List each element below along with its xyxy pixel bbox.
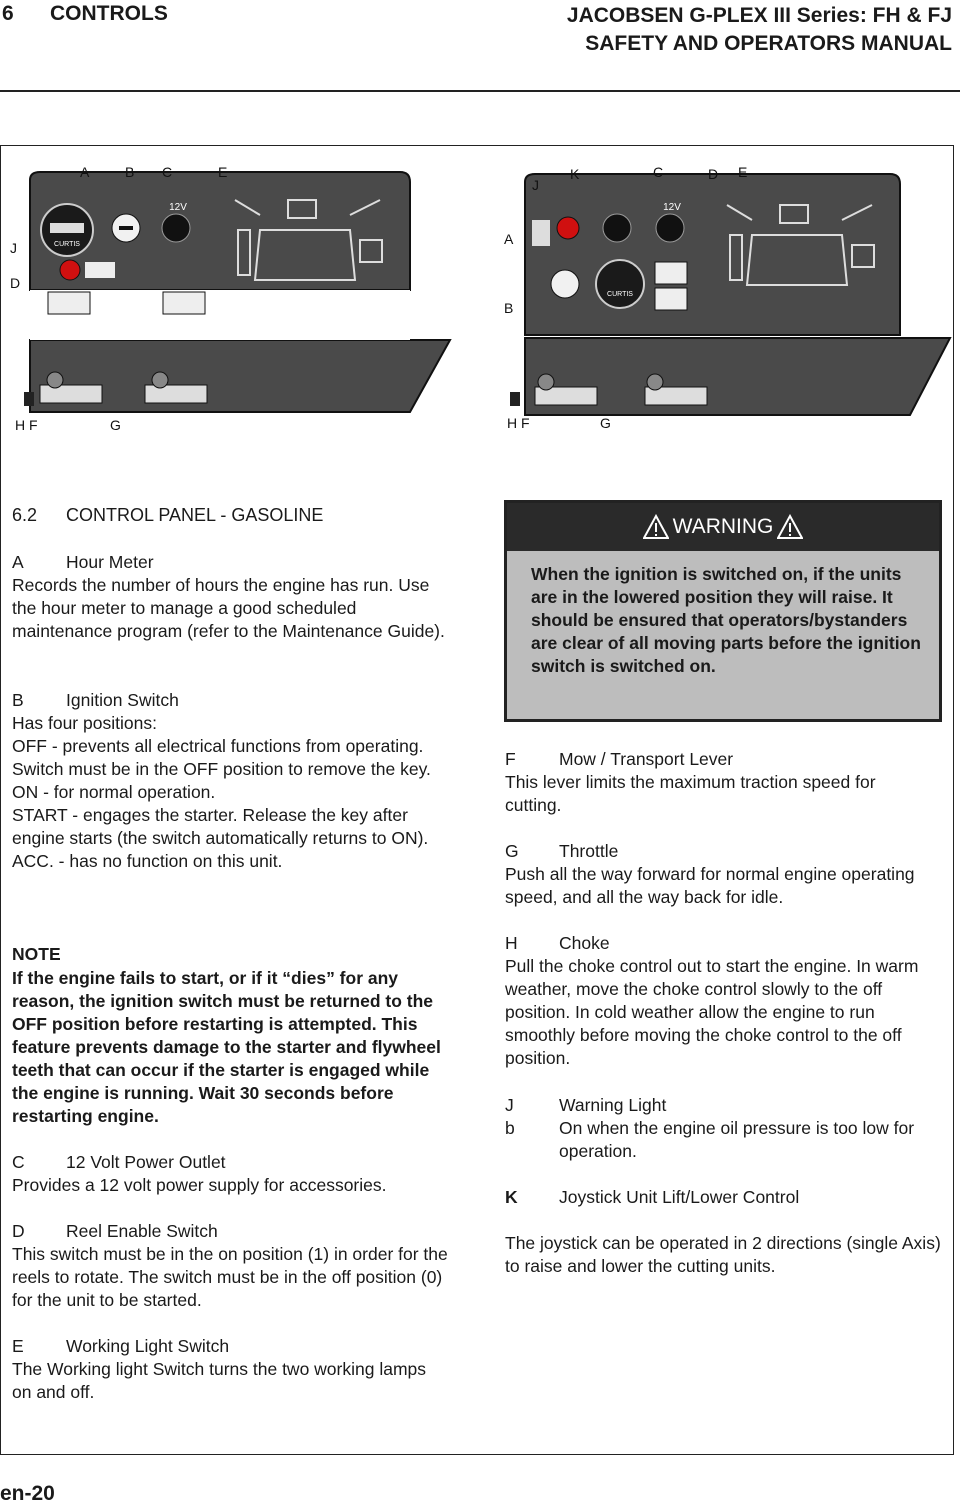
joystick[interactable] — [603, 214, 631, 242]
item-B-line: START - engages the starter. Release the key after engine starts (the switch automatically returns to ON). — [12, 805, 429, 848]
outlet-text: 12V — [169, 202, 187, 213]
outlet-text: 12V — [663, 202, 681, 213]
label-C: C — [653, 164, 664, 180]
item-J-text: On when the engine oil pressure is too low for operation. — [559, 1118, 915, 1161]
label-J: J — [10, 240, 17, 256]
warning-triangle-icon — [777, 514, 803, 540]
item-head: Working Light Switch — [66, 1336, 230, 1356]
item-B-line: OFF - prevents all electrical functions from operating. Switch must be in the OFF position to remove the key. — [12, 736, 431, 779]
item-head: Hour Meter — [66, 552, 154, 572]
section-heading-title: CONTROL PANEL - GASOLINE — [66, 505, 324, 525]
item-head: Joystick Unit Lift/Lower Control — [559, 1187, 800, 1207]
ignition-key-slot — [119, 226, 133, 230]
section-title: CONTROLS — [50, 2, 168, 25]
item-key: H — [505, 933, 518, 953]
meter-brand: CURTIS — [607, 291, 633, 298]
item-head: Reel Enable Switch — [66, 1221, 218, 1241]
label-A: A — [80, 164, 90, 180]
manual-title — [567, 2, 952, 58]
mow-transport-lever[interactable] — [538, 374, 554, 390]
label-C: C — [162, 164, 173, 180]
working-light-switch[interactable] — [655, 288, 687, 310]
item-J-heading — [505, 1094, 666, 1117]
page-number: en-20 — [0, 1482, 55, 1505]
meter-brand: CURTIS — [54, 241, 80, 248]
ignition-switch[interactable] — [551, 270, 579, 298]
item-B-line: ON - for normal operation. — [12, 782, 216, 802]
item-B-text — [12, 712, 452, 873]
throttle-lever[interactable] — [647, 374, 663, 390]
item-F-heading — [505, 748, 733, 771]
label-A: A — [504, 231, 514, 247]
label-K: K — [570, 166, 580, 182]
choke-knob[interactable] — [24, 392, 34, 406]
item-key: G — [505, 841, 519, 861]
label-G: G — [110, 417, 121, 433]
item-head: Ignition Switch — [66, 690, 179, 710]
item-D-heading — [12, 1220, 218, 1243]
warning-light — [60, 260, 80, 280]
item-head: Choke — [559, 933, 610, 953]
item-key: C — [12, 1152, 25, 1172]
label-D: D — [10, 275, 21, 291]
reel-enable-switch[interactable] — [655, 262, 687, 284]
warning-triangle-icon — [643, 514, 669, 540]
section-number: 6 — [2, 2, 14, 25]
item-K-text: The joystick can be operated in 2 directions (single Axis) to raise and lower the cutting units. — [505, 1233, 941, 1276]
item-H-heading — [505, 932, 610, 955]
item-D-text: This switch must be in the on position (1) in order for the reels to rotate. The switch must be in the off position (0) for the unit to be started. — [12, 1244, 448, 1310]
item-head: 12 Volt Power Outlet — [66, 1152, 226, 1172]
throttle-lever[interactable] — [152, 372, 168, 388]
label-G: G — [600, 415, 611, 431]
warning-text: When the ignition is switched on, if the units are in the lowered position they will raise. It should be ensured that operators/bystanders are clear of all moving parts before the ignition switch is switched on. — [531, 564, 921, 676]
item-J-subkey: b — [505, 1118, 515, 1138]
item-C-heading — [12, 1151, 226, 1174]
manual-title-line2: SAFETY AND OPERATORS MANUAL — [585, 32, 952, 55]
label-HF: H F — [507, 415, 530, 431]
item-B-line: ACC. - has no function on this unit. — [12, 851, 283, 871]
section-heading — [12, 505, 323, 526]
mow-transport-lever[interactable] — [47, 372, 63, 388]
item-key: E — [12, 1336, 24, 1356]
item-B-heading — [12, 689, 179, 712]
control-panel-figure-left — [0, 160, 470, 435]
throttle-decal — [145, 385, 207, 403]
item-C-text: Provides a 12 volt power supply for accessories. — [12, 1175, 387, 1195]
item-K-heading — [505, 1186, 799, 1209]
control-panel-figure-right — [490, 160, 960, 435]
item-B-line: Has four positions: — [12, 713, 157, 733]
label-D: D — [708, 166, 719, 182]
label-E: E — [218, 164, 228, 180]
item-head: Throttle — [559, 841, 619, 861]
label-HF: H F — [15, 417, 38, 433]
note-title: NOTE — [12, 944, 61, 964]
warning-decal — [85, 262, 115, 278]
warning-light — [557, 217, 579, 239]
label-J: J — [532, 177, 539, 193]
item-F-text: This lever limits the maximum traction speed for cutting. — [505, 772, 876, 815]
reel-enable-switch[interactable] — [48, 292, 90, 314]
item-key: D — [12, 1221, 25, 1241]
item-head: Warning Light — [559, 1095, 667, 1115]
hour-meter-dial — [596, 260, 644, 308]
item-G-heading — [505, 840, 618, 863]
label-B: B — [125, 164, 135, 180]
item-key: A — [12, 552, 24, 572]
hour-meter-counter — [50, 223, 84, 233]
warning-box — [504, 500, 942, 722]
item-H-text: Pull the choke control out to start the engine. In warm weather, move the choke control slowly to the off position. In cold weather allow the engine to run smoothly before moving the choke control to the off position. — [505, 956, 919, 1068]
item-key: F — [505, 749, 516, 769]
working-light-switch[interactable] — [163, 292, 205, 314]
power-outlet — [656, 214, 684, 242]
choke-knob[interactable] — [510, 392, 520, 406]
item-E-text: The Working light Switch turns the two working lamps on and off. — [12, 1359, 427, 1402]
warning-title: WARNING — [672, 515, 774, 538]
page-header-section — [2, 2, 168, 26]
item-head: Mow / Transport Lever — [559, 749, 734, 769]
item-G-text: Push all the way forward for normal engine operating speed, and all the way back for idle. — [505, 864, 915, 907]
section-heading-number: 6.2 — [12, 505, 38, 525]
power-outlet — [162, 214, 190, 242]
warning-header — [507, 503, 939, 551]
label-E: E — [738, 164, 748, 180]
warning-decal — [532, 220, 550, 246]
label-B: B — [504, 300, 514, 316]
item-key: K — [505, 1187, 518, 1207]
item-key: B — [12, 690, 24, 710]
header-rule — [0, 90, 960, 92]
manual-title-line1: JACOBSEN G-PLEX III Series: FH & FJ — [566, 4, 952, 27]
item-key: J — [505, 1095, 514, 1115]
note-text: If the engine fails to start, or if it “dies” for any reason, the ignition switch must be returned to the OFF position before restarting is attempted. This feature prevents damage to the starter and flywheel teeth that can occur if the starter is engaged while the engine is running. Wait 30 seconds before restarting engine. — [12, 968, 441, 1126]
item-A-text: Records the number of hours the engine has run. Use the hour meter to manage a good scheduled maintenance program (refer to the Maintenance Guide). — [12, 575, 445, 641]
item-A-heading — [12, 551, 154, 574]
item-E-heading — [12, 1335, 229, 1358]
choke-decal — [40, 385, 102, 403]
